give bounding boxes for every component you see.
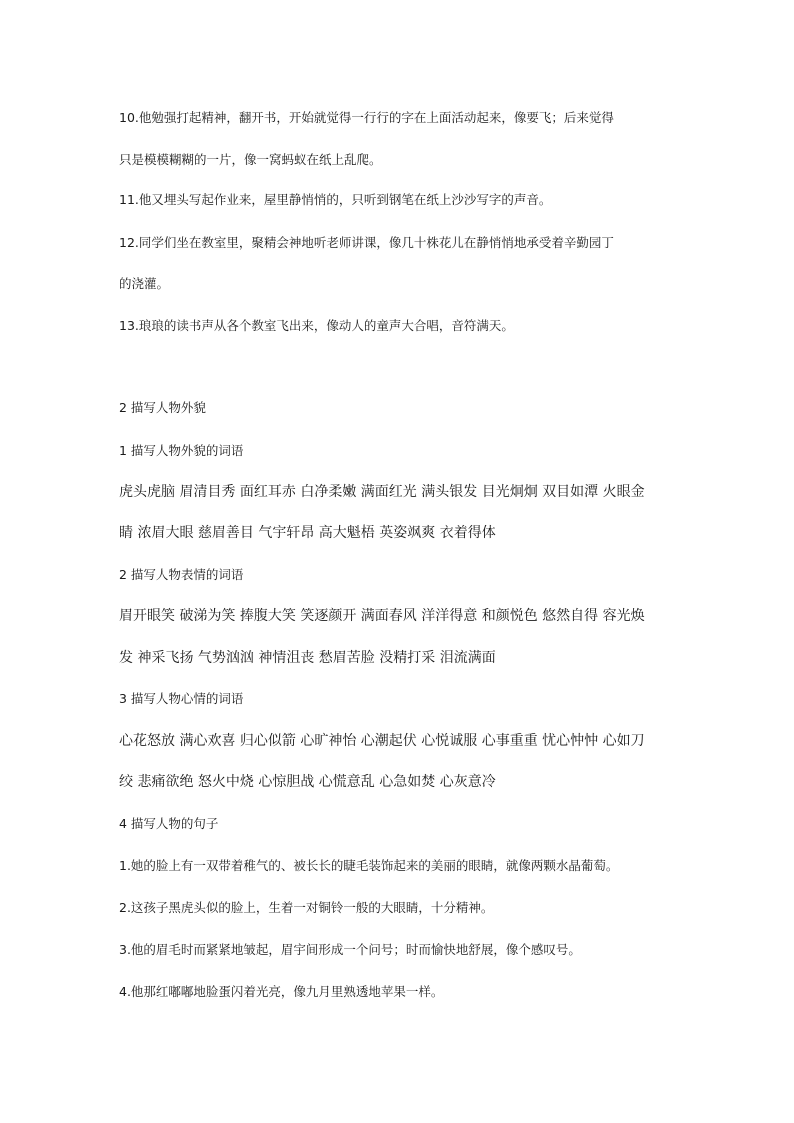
text-line: 12.同学们坐在教室里，聚精会神地听老师讲课，像几十株花儿在静悄悄地承受着辛勤园丁 [119, 235, 614, 250]
text-line: 眉开眼笑 破涕为笑 捧腹大笑 笑逐颜开 满面春风 洋洋得意 和颜悦色 悠然自得 容光焕 [119, 608, 645, 624]
text-line: 心花怒放 满心欢喜 归心似箭 心旷神怡 心潮起伏 心悦诚服 心事重重 忧心忡忡 心如刀 [119, 733, 645, 749]
text-line: 3.他的眉毛时而紧紧地皱起，眉宇间形成一个问号；时而愉快地舒展，像个感叹号。 [119, 942, 581, 957]
subsection-heading: 4 描写人物的句子 [119, 816, 219, 831]
text-line: 只是模模糊糊的一片，像一窝蚂蚁在纸上乱爬。 [119, 152, 382, 167]
subsection-heading: 1 描写人物外貌的词语 [119, 443, 244, 458]
text-line: 10.他勉强打起精神，翻开书，开始就觉得一行行的字在上面活动起来，像要飞；后来觉得 [119, 110, 614, 125]
text-line: 睛 浓眉大眼 慈眉善目 气宇轩昂 高大魁梧 英姿飒爽 衣着得体 [119, 525, 496, 541]
section-heading: 2 描写人物外貌 [119, 400, 206, 415]
text-line: 2.这孩子黑虎头似的脸上，生着一对铜铃一般的大眼睛，十分精神。 [119, 900, 494, 915]
text-line: 绞 悲痛欲绝 怒火中烧 心惊胆战 心慌意乱 心急如焚 心灰意冷 [119, 774, 496, 790]
subsection-heading: 3 描写人物心情的词语 [119, 691, 244, 706]
subsection-heading: 2 描写人物表情的词语 [119, 567, 244, 582]
text-line: 11.他又埋头写起作业来，屋里静悄悄的，只听到钢笔在纸上沙沙写字的声音。 [119, 192, 552, 207]
text-line: 4.他那红嘟嘟地脸蛋闪着光亮，像九月里熟透地苹果一样。 [119, 984, 444, 999]
text-line: 的浇灌。 [119, 276, 170, 291]
text-line: 13.琅琅的读书声从各个教室飞出来，像动人的童声大合唱，音符满天。 [119, 318, 514, 333]
text-line: 发 神采飞扬 气势汹汹 神情沮丧 愁眉苦脸 没精打采 泪流满面 [119, 650, 496, 666]
text-line: 1.她的脸上有一双带着稚气的、被长长的睫毛装饰起来的美丽的眼睛，就像两颗水晶葡萄。 [119, 858, 619, 873]
text-line: 虎头虎脑 眉清目秀 面红耳赤 白净柔嫩 满面红光 满头银发 目光炯炯 双目如潭 火眼金 [119, 484, 645, 500]
